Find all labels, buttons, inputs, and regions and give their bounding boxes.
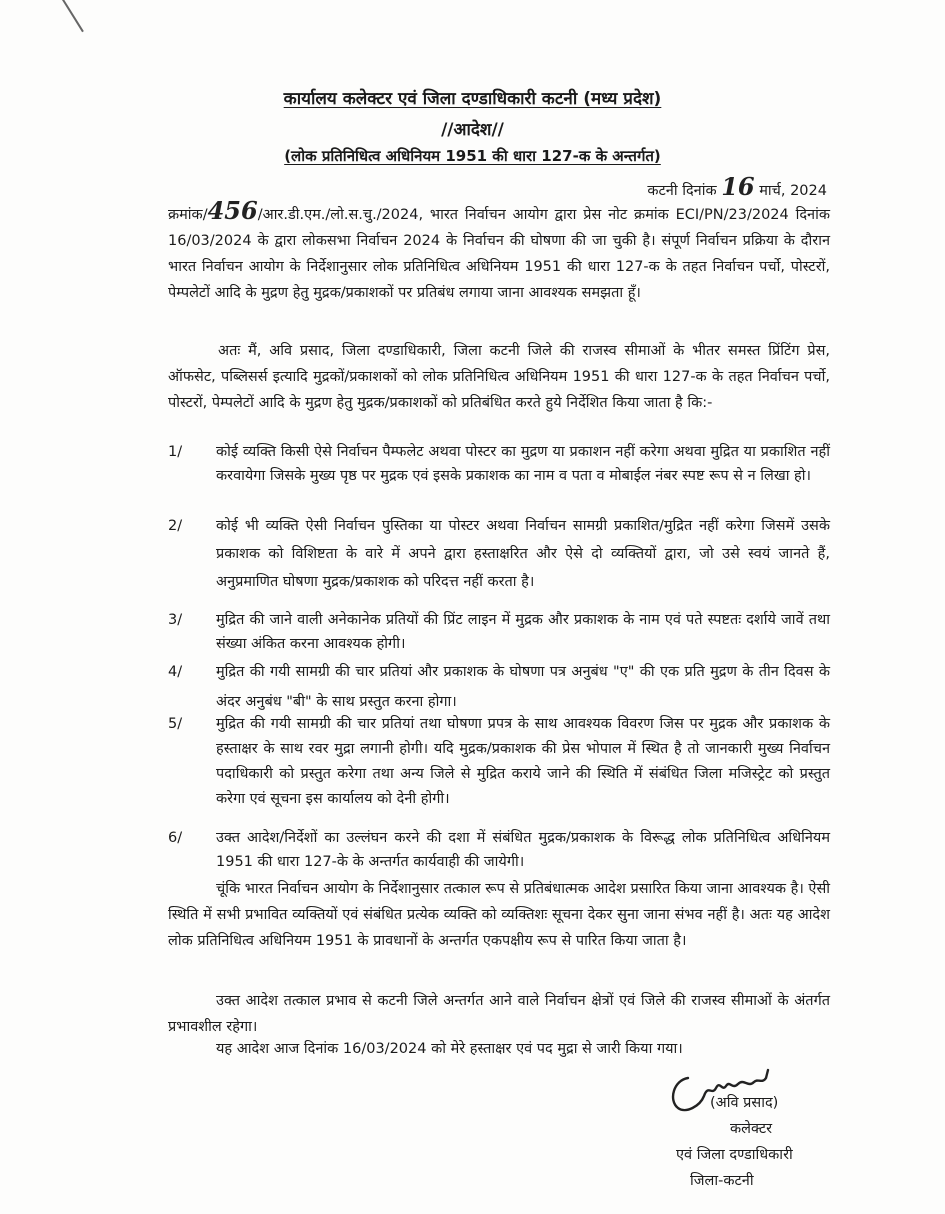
order-label: //आदेश// [441, 120, 504, 140]
ex-parte-paragraph: चूंकि भारत निर्वाचन आयोग के निर्देशानुसार तत्काल रूप से प्रतिबंधात्मक आदेश प्रसारित किया जाना आवश्यक है। ऐसी स्थिति में सभी प्रभावित व्यक्तियों एवं संबंधित प्रत्येक व्यक्ति को व्यक्तिशः सूचना देकर सुना जाना संभव नहीं है। अतः यह आदेश लोक प्रतिनिधित्व अधिनियम 1951 के प्रावधानों के अन्तर्गत एकपक्षीय रूप से पारित किया जाता है। [168, 881, 830, 949]
directive-item-2 [168, 512, 830, 596]
signatory-name: (अवि प्रसाद) [710, 1095, 779, 1111]
item-number: 6/ [168, 830, 183, 846]
month-year: मार्च, 2024 [759, 183, 827, 199]
reference-body: भारत निर्वाचन आयोग द्वारा प्रेस नोट क्रमांक ECI/PN/23/2024 दिनांक 16/03/2024 के द्वारा लोकसभा निर्वाचन 2024 के निर्वाचन की घोषणा की जा चुकी है। संपूर्ण निर्वाचन प्रक्रिया के दौरान भारत निर्वाचन आयोग के निर्देशानुसार लोक प्रतिनिधित्व अधिनियम 1951 की धारा 127-क के तहत निर्वाचन पर्चो, पोस्टरों, पेम्पलेटों आदि के मुद्रण हेतु मुद्रक/प्रकाशकों पर प्रतिबंध लगाया जाना आवश्यक समझता हूँ। [168, 207, 830, 301]
directive-item-4 [168, 657, 830, 717]
reference-prefix: क्रमांक/ [168, 207, 208, 223]
handwritten-reference-number: 456 [207, 196, 258, 225]
act-subtitle: (लोक प्रतिनिधित्व अधिनियम 1951 की धारा 127-क के अन्तर्गत) [284, 147, 661, 165]
item-text: कोई व्यक्ति किसी ऐसे निर्वाचन पैम्फलेट अथवा पोस्टर का मुद्रण या प्रकाशन नहीं करेगा अथवा मुद्रित या प्रकाशित नहीं करवायेगा जिसके मुख्य पृष्ठ पर मुद्रक एवं इसके प्रकाशक का नाम व पता व मोबाईल नंबर स्पष्ट रूप से न लिखा हो। [216, 444, 830, 484]
item-text: मुद्रित की गयी सामग्री की चार प्रतियां और प्रकाशक के घोषणा पत्र अनुबंध "ए" की एक प्रति मुद्रण के तीन दिवस के अंदर अनुबंध "बी" के साथ प्रस्तुत करना होगा। [216, 664, 830, 710]
effect-paragraph: उक्त आदेश तत्काल प्रभाव से कटनी जिले अन्तर्गत आने वाले निर्वाचन क्षेत्रों एवं जिले की राजस्व सीमाओं के अंतर्गत प्रभावशील रहेगा। [168, 993, 830, 1035]
item-number: 3/ [168, 612, 183, 628]
handwritten-day: 16 [721, 172, 755, 201]
directive-item-6 [168, 826, 830, 874]
item-number: 5/ [168, 716, 183, 732]
office-title: कार्यालय कलेक्टर एवं जिला दण्डाधिकारी कटनी (मध्य प्रदेश) [283, 89, 662, 109]
item-number: 1/ [168, 444, 183, 460]
signatory-designation-collector: कलेक्टर [730, 1121, 773, 1137]
item-text: मुद्रित की जाने वाली अनेकानेक प्रतियों की प्रिंट लाइन में मुद्रक और प्रकाशक के नाम एवं पते स्पष्टतः दर्शाये जावें तथा संख्या अंकित करना आवश्यक होगी। [216, 612, 830, 652]
directive-item-3 [168, 608, 830, 656]
directive-item-5 [168, 712, 830, 812]
corner-pen-mark [62, 0, 84, 32]
reference-code: /आर.डी.एम./लो.स.चु./2024, [257, 207, 424, 223]
signatory-district: जिला-कटनी [690, 1173, 754, 1189]
place-date-prefix: कटनी दिनांक [647, 183, 717, 199]
directive-item-1 [168, 440, 830, 488]
issued-line: यह आदेश आज दिनांक 16/03/2024 को मेरे हस्ताक्षर एवं पद मुद्रा से जारी किया गया। [216, 1041, 683, 1057]
reference-paragraph [168, 198, 830, 306]
item-number: 2/ [168, 518, 183, 534]
item-text: कोई भी व्यक्ति ऐसी निर्वाचन पुस्तिका या पोस्टर अथवा निर्वाचन सामग्री प्रकाशित/मुद्रित नहीं करेगा जिसमें उसके प्रकाशक को विशिष्टता के वारे में अपने द्वारा हस्ताक्षरित और ऐसे दो व्यक्तियों द्वारा, जो उसे स्वयं जानते हैं, अनुप्रमाणित घोषणा मुद्रक/प्रकाशक को परिदत्त नहीं करता है। [216, 518, 830, 590]
signatory-designation-magistrate: एवं जिला दण्डाधिकारी [676, 1147, 793, 1163]
item-text: मुद्रित की गयी सामग्री की चार प्रतियां तथा घोषणा प्रपत्र के साथ आवश्यक विवरण जिस पर मुद्रक और प्रकाशक के हस्ताक्षर के साथ रवर मुद्रा लगानी होगी। यदि मुद्रक/प्रकाशक की प्रेस भोपाल में स्थित है तो जानकारी मुख्य निर्वाचन पदाधिकारी को प्रस्तुत करेगा तथा अन्य जिले से मुद्रित कराये जाने की स्थिति में संबंधित जिला मजिस्ट्रेट को प्रस्तुत करेगा एवं सूचना इस कार्यालय को देनी होगी। [216, 716, 831, 807]
item-text: उक्त आदेश/निर्देशों का उल्लंघन करने की दशा में संबंधित मुद्रक/प्रकाशक के विरूद्ध लोक प्रतिनिधित्व अधिनियम 1951 की धारा 127-के के अन्तर्गत कार्यवाही की जायेगी। [216, 830, 830, 870]
place-date-line [647, 172, 827, 201]
item-number: 4/ [168, 664, 183, 680]
directive-intro-paragraph: अतः मैं, अवि प्रसाद, जिला दण्डाधिकारी, जिला कटनी जिले की राजस्व सीमाओं के भीतर समस्त प्रिंटिंग प्रेस, ऑफसेट, पब्लिसर्स इत्यादि मुद्रकों/प्रकाशकों को लोक प्रतिनिधित्व अधिनियम 1951 की धारा 127-क के तहत निर्वाचन पर्चो, पोस्टरों, पेम्पलेटों आदि के मुद्रण हेतु मुद्रक/प्रकाशकों को प्रतिबंधित करते हुये निर्देशित किया जाता है कि:- [168, 343, 830, 411]
signature-block [640, 1062, 840, 1202]
